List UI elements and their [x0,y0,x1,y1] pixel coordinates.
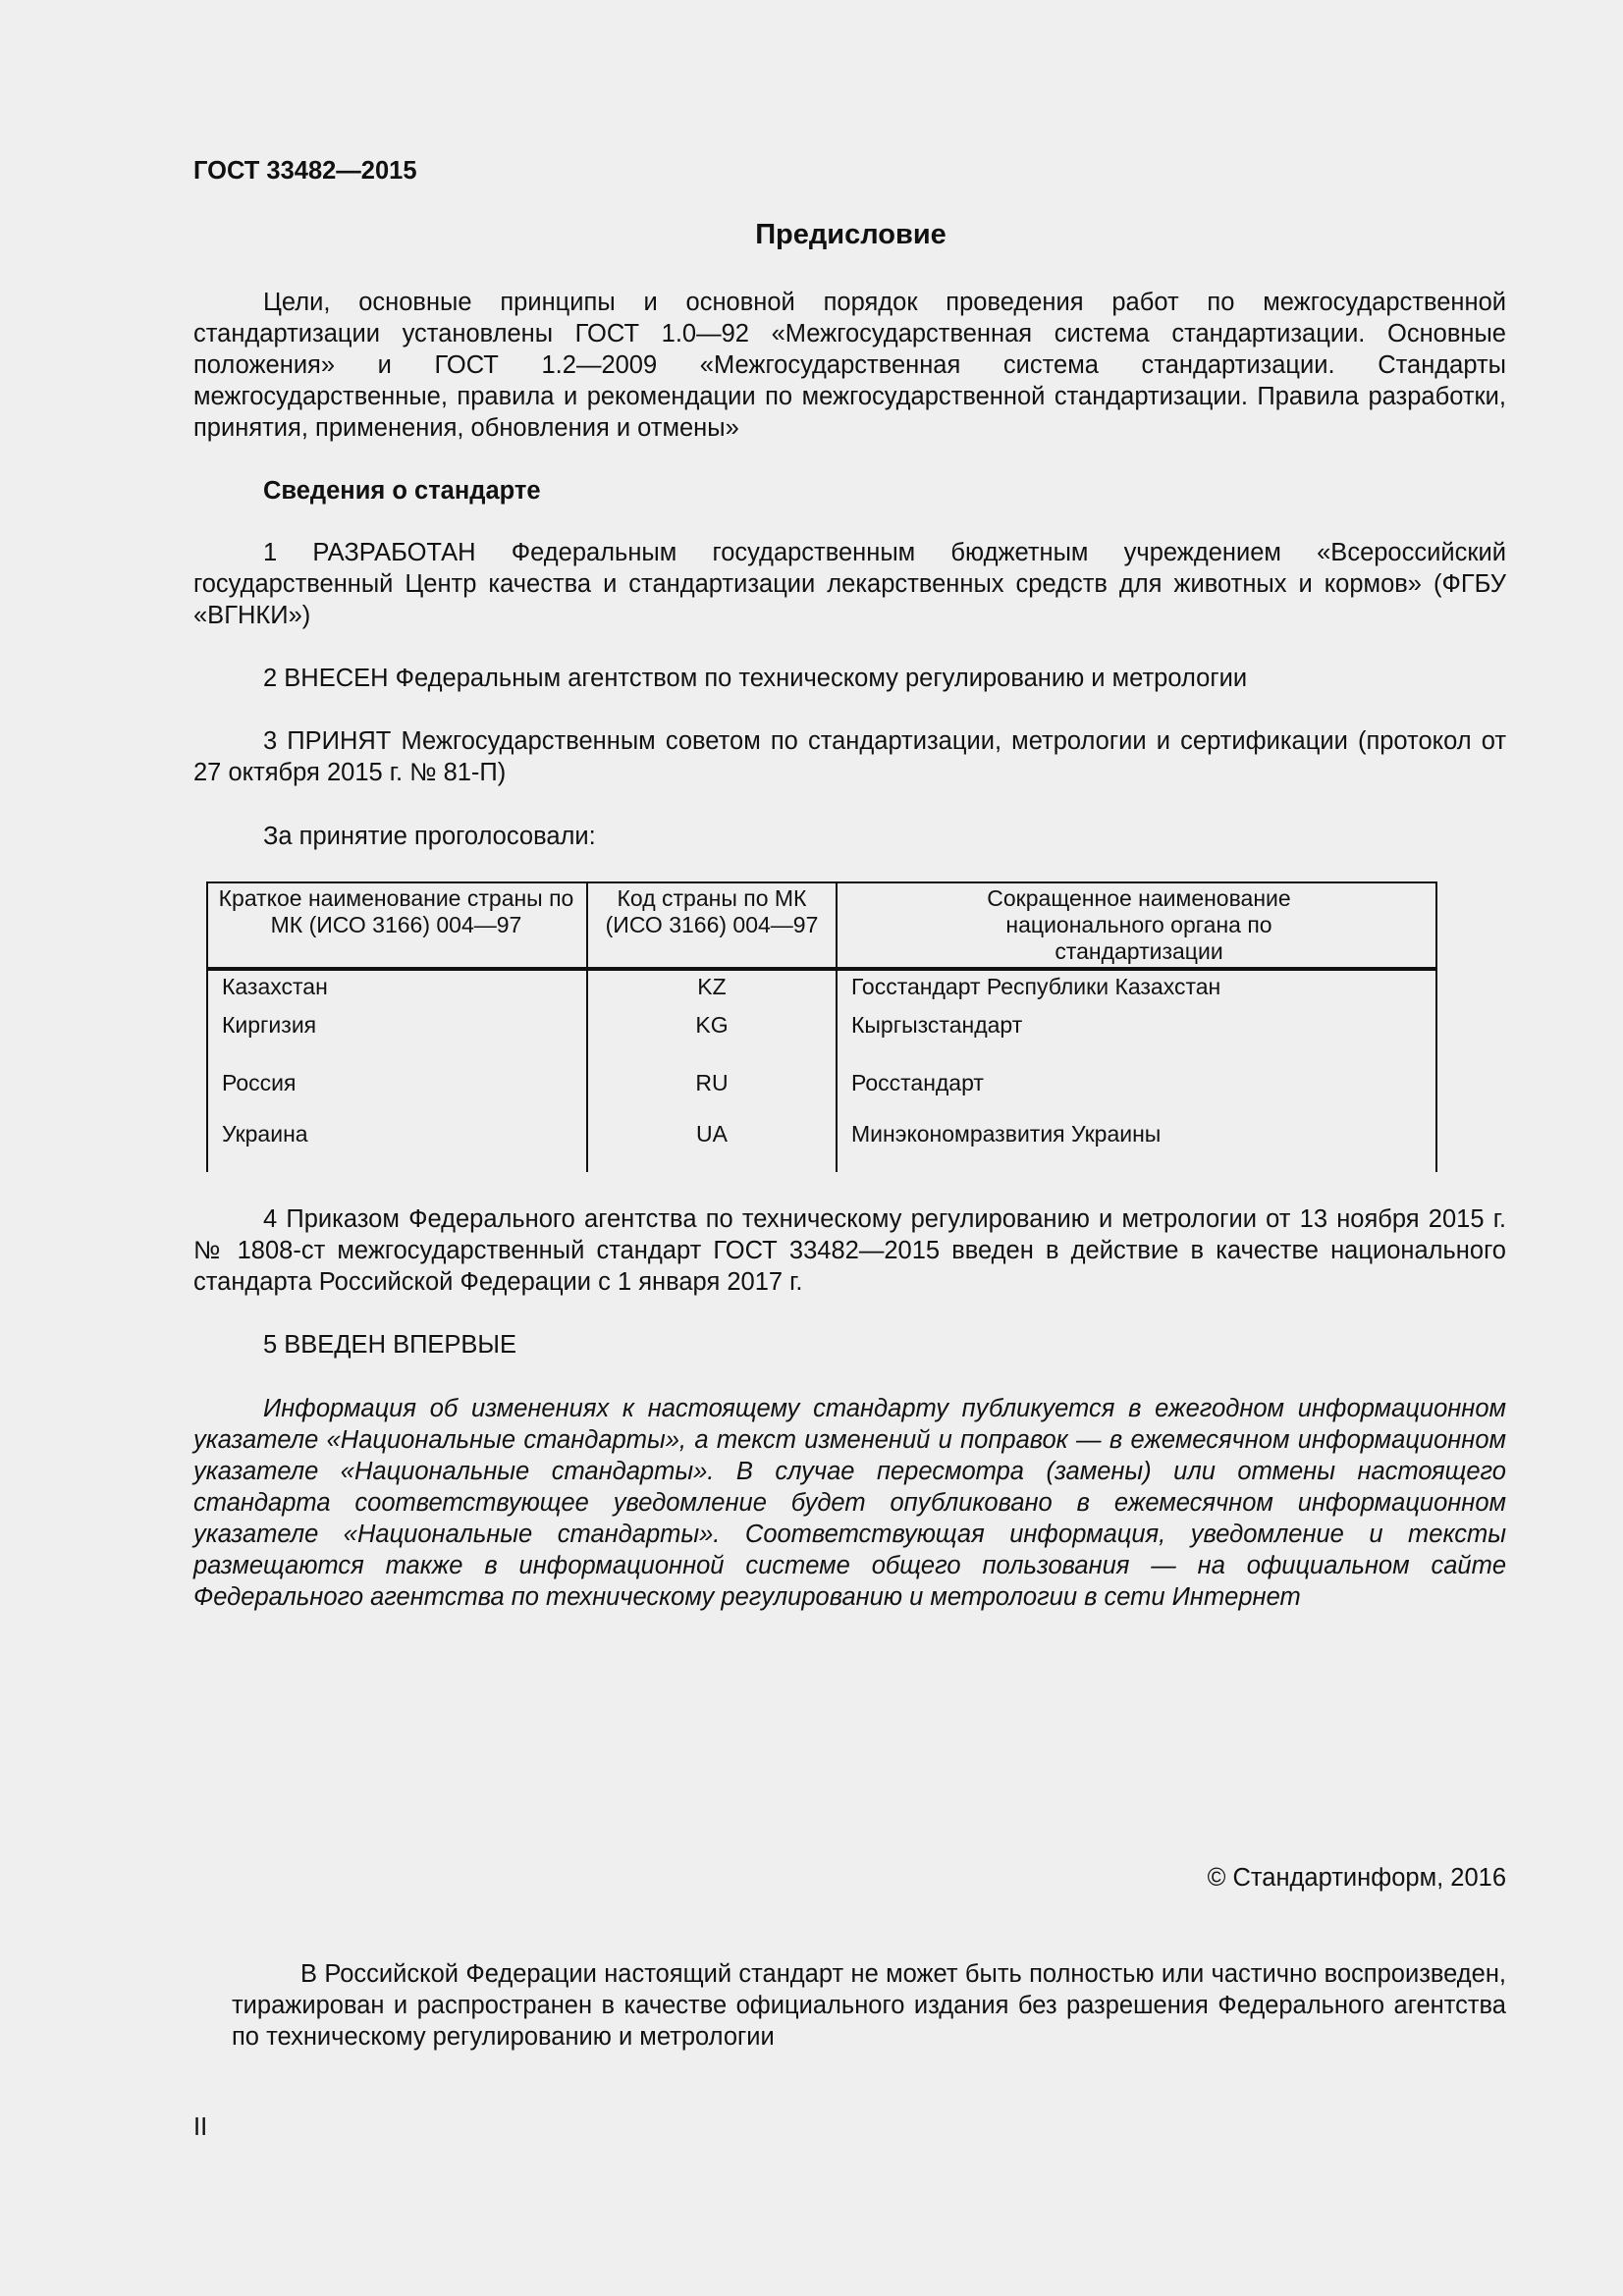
table-cell-code: KG [695,1012,729,1038]
table-cell-code: KZ [697,974,727,999]
reproduction-notice: В Российской Федерации настоящий стандарт не может быть полностью или частично воспроизведен, тиражирован и распространен в качестве официального издания без разрешения Федерального агентства по техническому регулированию и метрологии [232,1960,1506,2051]
voted-label: За принятие проголосовали: [263,823,596,850]
table-header-country: Краткое наименование страны по МК (ИСО 3166) 004—97 [218,885,574,937]
item-developed: 1 РАЗРАБОТАН Федеральным государственным бюджетным учреждением «Всероссийский государственный Центр качества и стандартизации лекарственных средств для животных и кормов» (ФГБУ «ВГНКИ») [193,539,1506,629]
item-enacted: 4 Приказом Федерального агентства по техническому регулированию и метрологии от 13 ноября 2015 г. № 1808-ст межгосударственный стандарт ГОСТ 33482—2015 введен в действие в качестве национального стандарта Российской Федерации с 1 января 2017 г. [193,1205,1506,1296]
table-cell-country: Россия [222,1070,297,1095]
table-cell-country: Украина [222,1121,308,1147]
item-submitted: 2 ВНЕСЕН Федеральным агентством по техническому регулированию и метрологии [263,665,1248,692]
table-header-separator [206,967,1437,971]
table-cell-body: Кыргызстандарт [851,1012,1023,1038]
table-column-divider [836,881,838,1172]
copyright: © Стандартинформ, 2016 [1207,1864,1506,1892]
table-top-border [206,881,1437,883]
page-number: II [193,2113,208,2141]
item-adopted: 3 ПРИНЯТ Межгосударственным советом по стандартизации, метрологии и сертификации (протокол от 27 октября 2015 г. № 81-П) [193,727,1506,786]
table-cell-body: Минэкономразвития Украины [851,1121,1162,1147]
table-cell-country: Казахстан [222,974,328,999]
table-cell-body: Госстандарт Республики Казахстан [851,974,1221,999]
table-cell-country: Киргизия [222,1012,317,1038]
table-header-body: Сокращенное наименование национального органа по стандартизации [987,885,1291,964]
section-heading: Сведения о стандарте [263,477,541,505]
table-left-border [206,881,208,1172]
info-notice: Информация об изменениях к настоящему стандарту публикуется в ежегодном информационном указателе «Национальные стандарты», а текст изменений и поправок — в ежемесячном информационном указателе «Национальные стандарты». В случае пересмотра (замены) или отмены настоящего стандарта соответствующее уведомление будет опубликовано в ежемесячном информационном указателе «Национальные стандарты». Соответствующая информация, уведомление и тексты размещаются также в информационной системе общего пользования — на официальном сайте Федерального агентства по техническому регулированию и метрологии в сети Интернет [193,1395,1506,1611]
intro-paragraph: Цели, основные принципы и основной порядок проведения работ по межгосударственной стандартизации установлены ГОСТ 1.0—92 «Межгосударственная система стандартизации. Основные положения» и ГОСТ 1.2—2009 «Межгосударственная система стандартизации. Стандарты межгосударственные, правила и рекомендации по межгосударственной стандартизации. Правила разработки, принятия, применения, обновления и отмены» [193,289,1506,442]
table-cell-code: UA [696,1121,728,1147]
document-number: ГОСТ 33482—2015 [193,157,417,185]
table-cell-code: RU [695,1070,729,1095]
table-cell-body: Росстандарт [851,1070,984,1095]
page-title: Предисловие [755,219,947,250]
item-first-introduced: 5 ВВЕДЕН ВПЕРВЫЕ [263,1331,517,1359]
table-right-border [1435,881,1437,1172]
table-header-code: Код страны по МК (ИСО 3166) 004—97 [605,885,819,937]
